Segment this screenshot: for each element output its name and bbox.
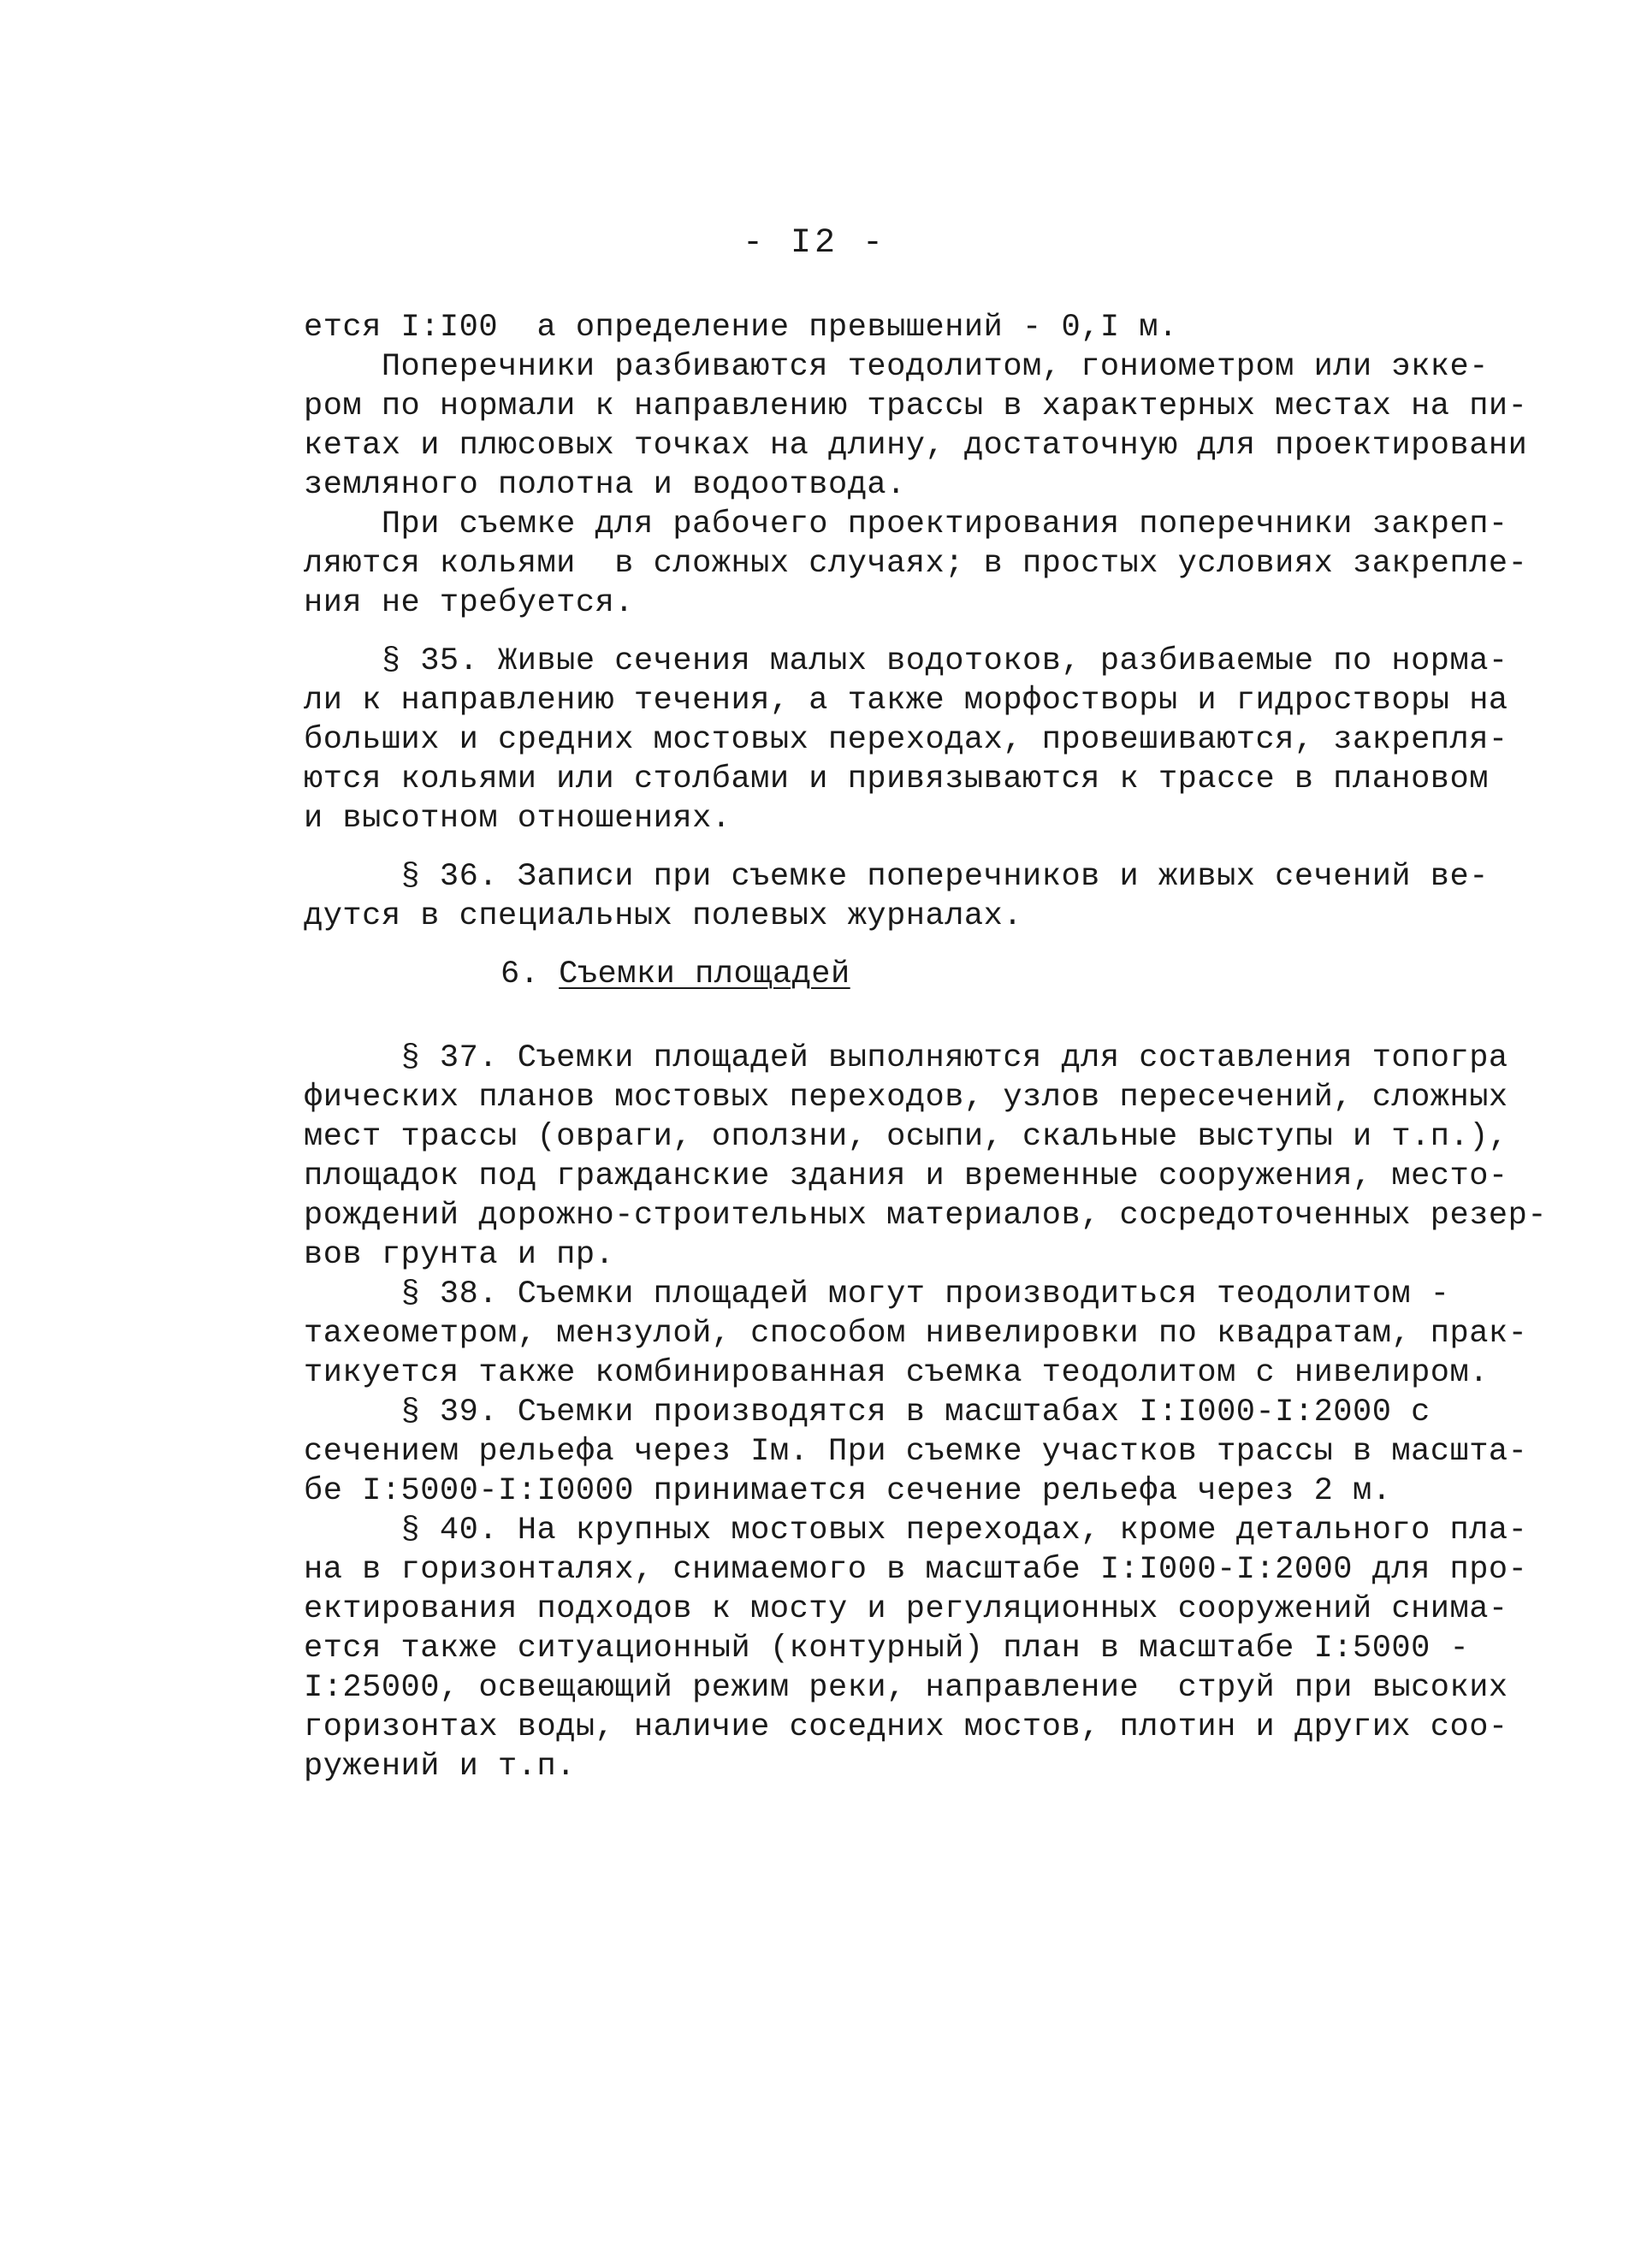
text-line: и высотном отношениях. bbox=[304, 801, 732, 837]
text-line: ли к направлению течения, а также морфостворы и гидростворы на bbox=[304, 683, 1508, 719]
document-body bbox=[304, 308, 1548, 1786]
text-line: фических планов мостовых переходов, узлов пересечений, сложных bbox=[304, 1080, 1508, 1116]
paragraph bbox=[304, 1039, 1548, 1275]
text-line: ектирования подходов к мосту и регуляционных сооружений снима- bbox=[304, 1591, 1508, 1627]
text-line: ется также ситуационный (контурный) план в масштабе I:5000 - bbox=[304, 1631, 1470, 1667]
text-line: на в горизонталях, снимаемого в масштабе I:I000-I:2000 для про- bbox=[304, 1552, 1528, 1588]
text-line: сечением рельефа через Iм. При съемке участков трассы в масшта- bbox=[304, 1434, 1528, 1470]
section-title: Съемки площадей bbox=[559, 956, 850, 992]
paragraph bbox=[304, 857, 1489, 936]
text-line: § 39. Съемки производятся в масштабах I:I000-I:2000 с bbox=[304, 1395, 1431, 1430]
text-line: горизонтах воды, наличие соседних мостов, плотин и других соо- bbox=[304, 1709, 1508, 1745]
text-line: При съемке для рабочего проектирования поперечники закреп- bbox=[304, 506, 1508, 542]
page-number: - I2 - bbox=[742, 224, 887, 263]
text-line: § 37. Съемки площадей выполняются для составления топогра bbox=[304, 1040, 1508, 1076]
text-line: ния не требуется. bbox=[304, 585, 634, 621]
text-line: больших и средних мостовых переходах, провешиваются, закрепля- bbox=[304, 722, 1508, 758]
text-line: § 38. Съемки площадей могут производиться теодолитом - bbox=[304, 1276, 1450, 1312]
spacer bbox=[304, 838, 1365, 857]
text-line: ляются кольями в сложных случаях; в простых условиях закрепле- bbox=[304, 546, 1528, 582]
text-line: I:25000, освещающий режим реки, направление струй при высоких bbox=[304, 1670, 1508, 1706]
text-line: ружений и т.п. bbox=[304, 1749, 576, 1785]
text-line: ются кольями или столбами и привязываются к трассе в плановом bbox=[304, 761, 1489, 797]
text-line: кетах и плюсовых точках на длину, достаточную для проектировани bbox=[304, 428, 1528, 464]
text-line: площадок под гражданские здания и временные сооружения, место- bbox=[304, 1158, 1508, 1194]
paragraph bbox=[304, 642, 1508, 838]
text-line: Поперечники разбиваются теодолитом, гониометром или экке- bbox=[304, 349, 1489, 385]
section-number: 6. bbox=[501, 956, 540, 992]
paragraph bbox=[304, 1275, 1528, 1393]
text-line: мест трассы (овраги, оползни, осыпи, скальные выступы и т.п.), bbox=[304, 1119, 1508, 1155]
paragraph bbox=[304, 347, 1528, 505]
text-line: вов грунта и пр. bbox=[304, 1237, 615, 1273]
text-line: бе I:5000-I:I0000 принимается сечение рельефа через 2 м. bbox=[304, 1473, 1392, 1509]
text-line: рождений дорожно-строительных материалов, сосредоточенных резер- bbox=[304, 1198, 1548, 1234]
section-heading bbox=[304, 955, 1365, 994]
paragraph bbox=[304, 1393, 1528, 1511]
paragraph bbox=[304, 505, 1528, 623]
text-line: § 36. Записи при съемке поперечников и живых сечений ве- bbox=[304, 859, 1489, 895]
spacer bbox=[304, 623, 1365, 642]
spacer bbox=[304, 936, 1365, 955]
text-line: § 35. Живые сечения малых водотоков, разбиваемые по норма- bbox=[304, 643, 1508, 679]
paragraph bbox=[304, 308, 1365, 347]
text-line: ром по нормали к направлению трассы в характерных местах на пи- bbox=[304, 388, 1528, 424]
text-line: земляного полотна и водоотвода. bbox=[304, 467, 906, 503]
text-line: тикуется также комбинированная съемка теодолитом с нивелиром. bbox=[304, 1355, 1489, 1391]
text-line: тахеометром, мензулой, способом нивелировки по квадратам, прак- bbox=[304, 1316, 1528, 1352]
text-line: § 40. На крупных мостовых переходах, кроме детального пла- bbox=[304, 1513, 1528, 1549]
text-line: ется I:I00 а определение превышений - 0,I м. bbox=[304, 310, 1178, 346]
paragraph bbox=[304, 1511, 1528, 1786]
spacer bbox=[304, 994, 1365, 1039]
text-line: дутся в специальных полевых журналах. bbox=[304, 898, 1023, 934]
